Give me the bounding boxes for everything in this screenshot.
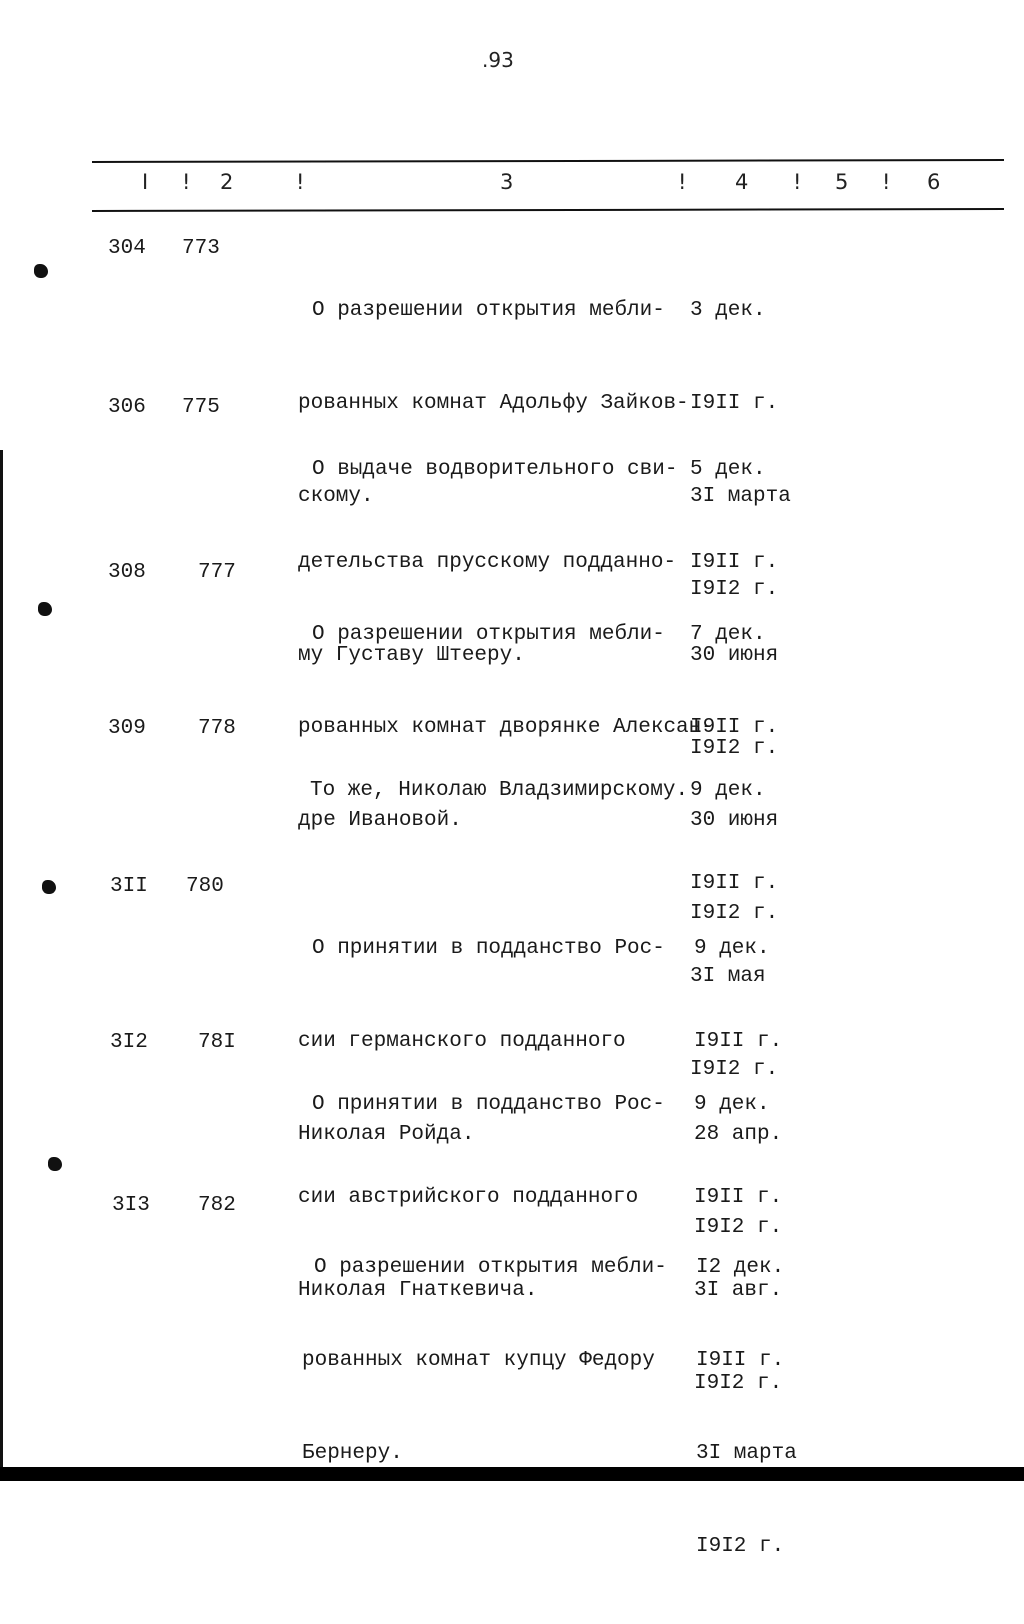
table-header-top-rule	[92, 159, 1004, 163]
file-number: 777	[198, 561, 236, 584]
header-separator: !	[678, 170, 687, 194]
entry-number: 309	[108, 717, 146, 740]
table-header-bottom-rule	[92, 208, 1004, 212]
file-number: 778	[198, 717, 236, 740]
scan-edge-left	[0, 450, 3, 1481]
punch-hole-mark	[42, 880, 56, 894]
header-separator: !	[182, 170, 191, 194]
entry-number: 3I3	[112, 1194, 150, 1217]
header-separator: !	[882, 170, 891, 194]
entry-title: О разрешении открытия мебли- рованных комнат купцу Федору Бернеру.	[302, 1256, 667, 1465]
file-number: 773	[182, 237, 220, 260]
page-number: .93	[482, 48, 514, 72]
scan-edge-bottom	[0, 1467, 1024, 1481]
table-header	[0, 170, 1024, 200]
entry-number: 304	[108, 237, 146, 260]
header-separator: !	[296, 170, 305, 194]
entry-dates: 7 дек. I9II г. 30 июня I9I2 г.	[690, 623, 779, 925]
entry-title: О выдаче водворительного сви- детельства прусскому подданно- му Густаву Штееру.	[298, 458, 678, 667]
entry-title: То же, Николаю Владзимирскому.	[310, 779, 689, 802]
file-number: 782	[198, 1194, 236, 1217]
entry-dates: 9 дек. I9II г. 28 апр. I9I2 г.	[694, 937, 783, 1239]
punch-hole-mark	[34, 264, 48, 278]
header-col-3: 3	[500, 170, 514, 194]
header-col-1: I	[142, 170, 149, 194]
entry-dates: 9 дек. I9II г. 3I авг. I9I2 г.	[694, 1093, 783, 1395]
entry-title: О разрешении открытия мебли- рованных комнат Адольфу Зайков- скому.	[298, 299, 689, 508]
entry-number: 308	[108, 561, 146, 584]
entry-title: О разрешении открытия мебли- рованных комнат дворянке Алексан- дре Ивановой.	[298, 623, 714, 832]
header-col-6: 6	[927, 170, 941, 194]
entry-dates: 9 дек. I9II г. 3I мая I9I2 г.	[690, 779, 779, 1081]
header-col-2: 2	[220, 170, 234, 194]
entry-number: 3I2	[110, 1031, 148, 1054]
punch-hole-mark	[48, 1157, 62, 1171]
file-number: 775	[182, 396, 220, 419]
entry-title: О принятии в подданство Рос- сии германского подданного Николая Ройда.	[298, 937, 665, 1146]
entry-dates: 3 дек. I9II г. 3I марта I9I2 г.	[690, 299, 791, 601]
entry-number: 306	[108, 396, 146, 419]
entry-dates: I2 дек. I9II г. 3I марта I9I2 г.	[696, 1256, 797, 1558]
entry-dates: 5 дек. I9II г. 30 июня I9I2 г.	[690, 458, 779, 760]
entry-title: О принятии в подданство Рос- сии австрийского подданного Николая Гнаткевича.	[298, 1093, 665, 1302]
header-col-4: 4	[735, 170, 749, 194]
punch-hole-mark	[38, 602, 52, 616]
file-number: 78I	[198, 1031, 236, 1054]
file-number: 780	[186, 875, 224, 898]
header-separator: !	[793, 170, 802, 194]
header-col-5: 5	[835, 170, 849, 194]
entry-number: 3II	[110, 875, 148, 898]
